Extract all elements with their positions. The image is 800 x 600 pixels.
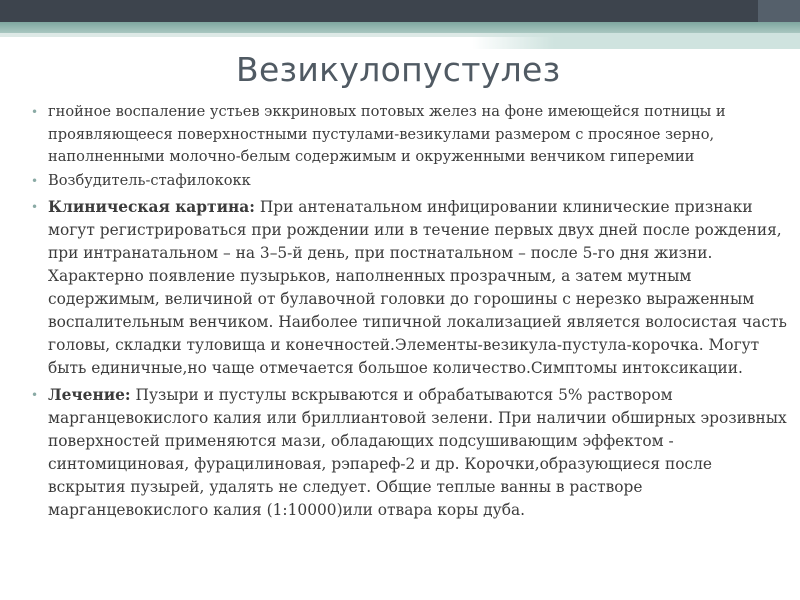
bullet-icon: •: [31, 105, 39, 119]
bullet-icon: •: [31, 173, 39, 188]
bullet-item-treatment: [28, 384, 788, 522]
slide-body: [28, 101, 788, 522]
top-decor-bar-tail: [758, 0, 800, 22]
bullet-text: гнойное воспаление устьев эккриновых потовых желез на фоне имеющейся потницы и проявляющееся поверхностными пустулами-везикулами размером с просяное зерно, наполненными молочно-белым содержимым и окруженными венчиком гиперемии: [48, 103, 726, 165]
bullet-text: При антенатальном инфицировании клинические признаки могут регистрироваться при рождении или в течение первых двух дней после рождения, при интранатальном – на 3–5-й день, при постнатальном – после 5-го дня жизни. Характерно появление пузырьков, наполненных прозрачным, а затем мутным содержимым, величиной от булавочной головки до горошины с нерезко выраженным воспалительным венчиком. Наиболее типичной локализацией является волосистая часть головы, складки туловища и конечностей.Элементы-везикула-пустула-корочка. Могут быть единичные,но чаще отмечается большое количество.Симптомы интоксикации.: [48, 198, 787, 377]
bullet-item-pathogen: [28, 170, 788, 193]
accent-band: [0, 22, 800, 33]
bullet-icon: •: [31, 388, 39, 402]
bullet-item-definition: [28, 101, 788, 169]
accent-band-highlight: [472, 33, 800, 49]
slide-title: Везикулопустулез: [236, 50, 561, 89]
bullet-text: Пузыри и пустулы вскрываются и обрабатываются 5% раствором марганцевокислого калия или бриллиантовой зелени. При наличии обширных эрозивных поверхностей применяются мази, обладающих подсушивающим эффектом - синтомициновая, фурацилиновая, рэпареф-2 и др. Корочки,образующиеся после вскрытия пузырей, удалять не следует. Общие теплые ванны в растворе марганцевокислого калия (1:10000)или отвара коры дуба.: [48, 386, 787, 519]
bullet-icon: •: [31, 200, 39, 214]
bullet-lead: Лечение:: [48, 386, 131, 404]
bullet-lead: Клиническая картина:: [48, 198, 255, 216]
bullet-item-clinical-picture: [28, 196, 788, 380]
bullet-text: Возбудитель-стафилококк: [48, 171, 251, 189]
top-decor-bar: [0, 0, 800, 22]
